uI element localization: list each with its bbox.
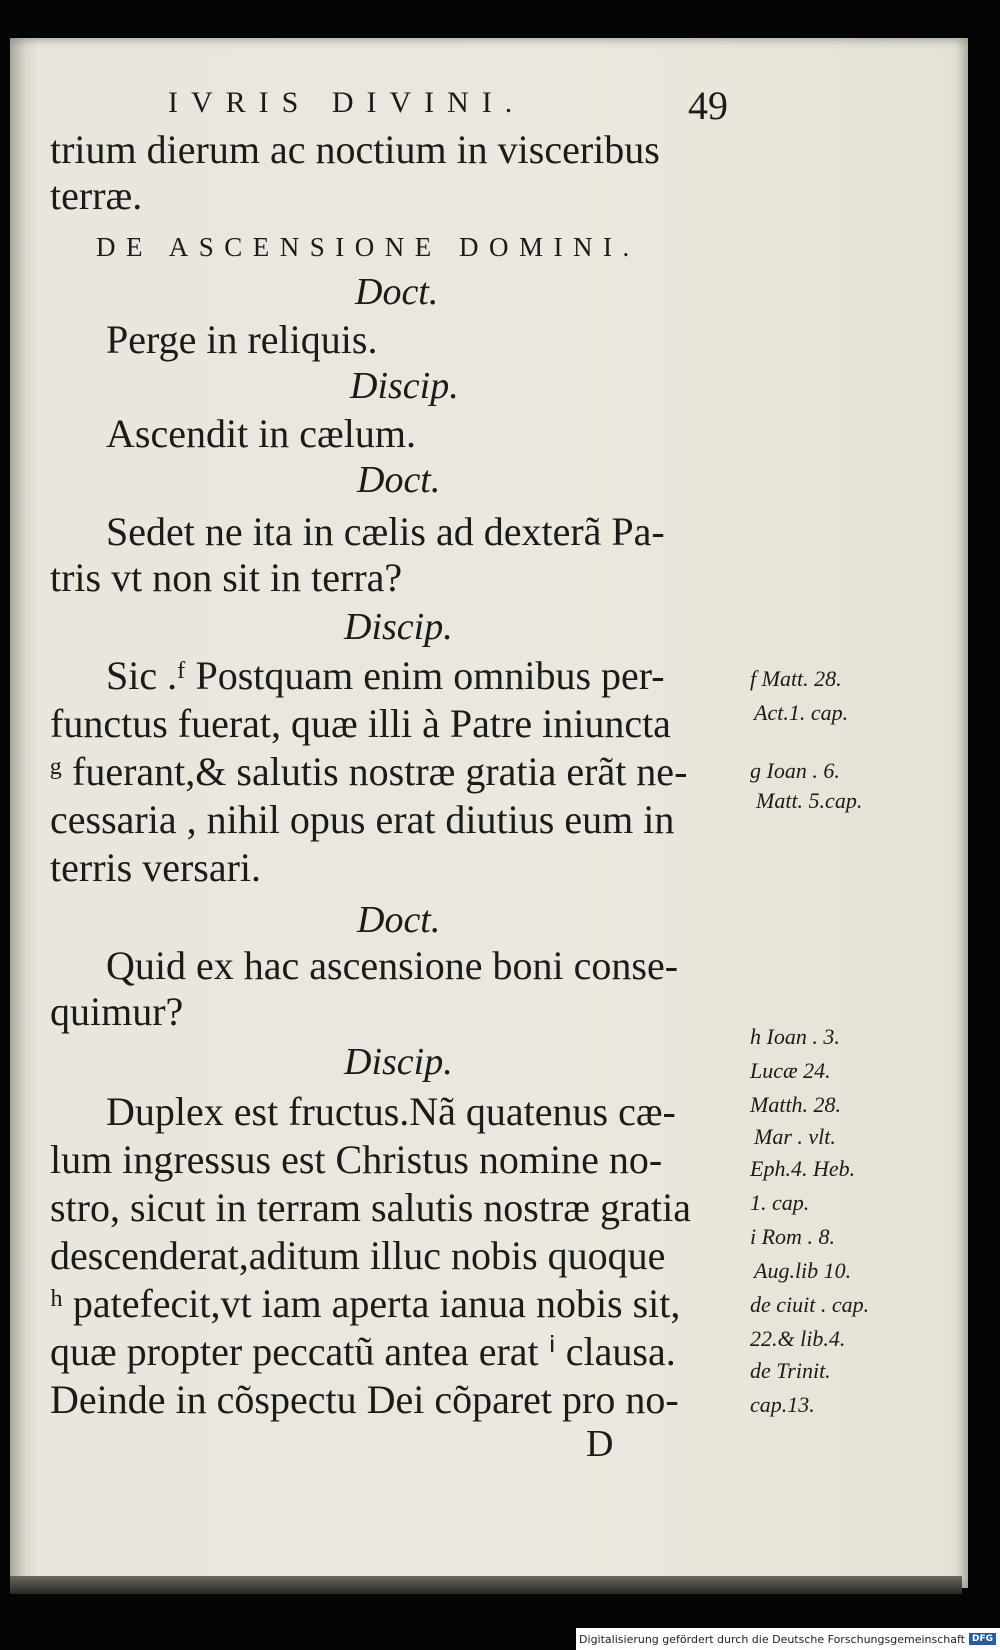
text-line: Quid ex hac ascensione boni conse- <box>106 943 679 988</box>
text-line: Sedet ne ita in cælis ad dexterã Pa- <box>106 509 665 554</box>
speaker-label: Doct. <box>357 899 441 941</box>
margin-note: cap.13. <box>750 1392 815 1417</box>
text-line: Deinde in cõspectu Dei cõparet pro no- <box>50 1377 679 1422</box>
text-line: terræ. <box>50 173 143 218</box>
text-line: quæ propter peccatũ antea erat ⁱ clausa. <box>50 1329 676 1374</box>
margin-note: h Ioan . 3. <box>750 1024 840 1049</box>
margin-note: f Matt. 28. <box>750 666 842 691</box>
margin-note: 1. cap. <box>750 1190 810 1215</box>
margin-note: de ciuit . cap. <box>750 1292 870 1317</box>
margin-note: Mar . vlt. <box>754 1124 836 1149</box>
speaker-label: Discip. <box>344 606 453 648</box>
text-line: terris versari. <box>50 845 262 890</box>
margin-note: i Rom . 8. <box>750 1224 835 1249</box>
page-number: 49 <box>688 83 728 128</box>
text-line: stro, sicut in terram salutis nostræ gratia <box>50 1185 691 1230</box>
text-line: lum ingressus est Christus nomine no- <box>50 1137 663 1182</box>
margin-note: Act.1. cap. <box>754 700 849 725</box>
margin-note: Eph.4. Heb. <box>750 1156 856 1181</box>
margin-note: Matt. 5.cap. <box>756 788 863 813</box>
margin-note: de Trinit. <box>750 1358 831 1383</box>
margin-note: 22.& lib.4. <box>750 1326 846 1351</box>
text-line: ʰ patefecit,vt iam aperta ianua nobis sit, <box>50 1281 681 1326</box>
dfg-logo-icon: DFG <box>969 1633 996 1645</box>
text-line: Ascendit in cælum. <box>106 411 416 456</box>
text-line: tris vt non sit in terra? <box>50 555 403 600</box>
text-line: descenderat,aditum illuc nobis quoque <box>50 1233 666 1278</box>
page-bottom-edge <box>10 1576 962 1594</box>
margin-note: Lucæ 24. <box>750 1058 831 1083</box>
signature-mark: D <box>586 1423 614 1465</box>
text-line: trium dierum ac noctium in visceribus <box>50 127 660 172</box>
section-heading: DE ASCENSIONE DOMINI. <box>96 232 640 262</box>
speaker-label: Doct. <box>355 271 439 313</box>
margin-note: g Ioan . 6. <box>750 758 840 783</box>
text-line: ᵍ fuerant,& salutis nostræ gratia erãt ne- <box>50 749 688 794</box>
running-title: IVRIS DIVINI. <box>168 86 526 119</box>
text-line: cessaria , nihil opus erat diutius eum in <box>50 797 675 842</box>
margin-note: Aug.lib 10. <box>754 1258 852 1283</box>
funding-footer <box>576 1628 1000 1650</box>
margin-note: Matth. 28. <box>750 1092 842 1117</box>
text-line: Duplex est fructus.Nã quatenus cæ- <box>106 1089 676 1134</box>
speaker-label: Doct. <box>357 459 441 501</box>
text-line: quimur? <box>50 989 184 1034</box>
text-line: functus fuerat, quæ illi à Patre iniuncta <box>50 701 671 746</box>
funding-text: Digitalisierung gefördert durch die Deutsche Forschungsgemeinschaft <box>579 1632 965 1646</box>
text-line: Sic .ᶠ Postquam enim omnibus per- <box>106 653 665 698</box>
speaker-label: Discip. <box>350 365 459 407</box>
speaker-label: Discip. <box>344 1041 453 1083</box>
text-line: Perge in reliquis. <box>106 317 378 362</box>
